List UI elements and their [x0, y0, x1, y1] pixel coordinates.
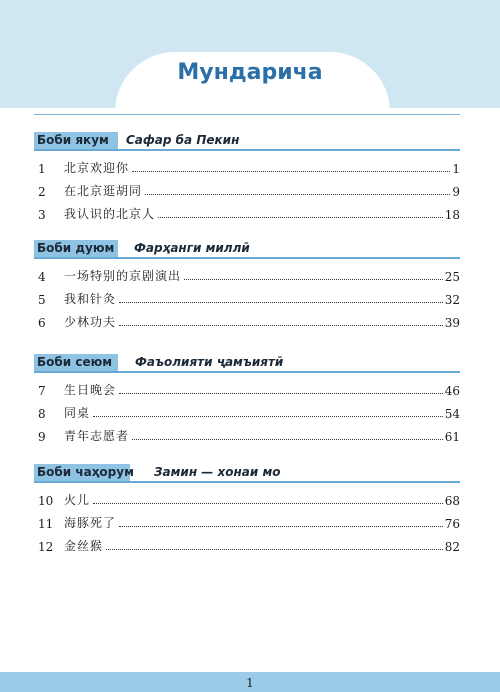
toc-entry[interactable]	[34, 176, 460, 199]
toc-entry[interactable]	[34, 398, 460, 421]
toc-entry[interactable]	[34, 153, 460, 176]
toc-entry[interactable]	[34, 508, 460, 531]
entry-title: 我认识的北京人	[64, 207, 156, 221]
entry-title: 同桌	[64, 406, 91, 420]
chapter-header	[34, 354, 460, 371]
chapter-title: Фарҳанги миллӣ	[134, 241, 250, 255]
entry-number: 1	[38, 162, 46, 176]
dot-leader	[145, 193, 450, 195]
dot-leader	[93, 415, 443, 417]
entry-number: 8	[38, 407, 46, 421]
entry-number: 12	[38, 540, 54, 554]
entry-page: 25	[444, 270, 460, 284]
chapter-label: Боби чаҳорум	[34, 464, 130, 481]
entry-number: 11	[38, 517, 54, 531]
chapter-2	[34, 240, 460, 330]
entry-page: 82	[444, 540, 460, 554]
toc-entry[interactable]	[34, 261, 460, 284]
entry-number: 2	[38, 185, 46, 199]
chapter-label: Боби сеюм	[34, 354, 118, 371]
dot-leader	[106, 548, 443, 550]
chapter-rule	[34, 481, 460, 483]
entry-title: 少林功夫	[64, 315, 117, 329]
top-divider	[34, 114, 460, 115]
entry-page: 46	[444, 384, 460, 398]
chapter-header	[34, 240, 460, 257]
entry-page: 61	[444, 430, 460, 444]
entry-page: 68	[444, 494, 460, 508]
entry-number: 6	[38, 316, 46, 330]
dot-leader	[119, 301, 443, 303]
chapter-label: Боби дуюм	[34, 240, 118, 257]
entry-title: 生日晚会	[64, 383, 117, 397]
page-number: 1	[246, 676, 254, 690]
entry-title: 我和针灸	[64, 292, 117, 306]
dot-leader	[132, 170, 450, 172]
toc-entry[interactable]	[34, 284, 460, 307]
chapter-3	[34, 354, 460, 444]
toc-entry[interactable]	[34, 307, 460, 330]
toc-entry[interactable]	[34, 485, 460, 508]
entry-title: 火儿	[64, 493, 91, 507]
chapter-4	[34, 464, 460, 554]
entry-page: 9	[452, 185, 460, 199]
entry-title: 金丝猴	[64, 539, 104, 553]
dot-leader	[132, 438, 443, 440]
entry-number: 9	[38, 430, 46, 444]
page-title: Мундарича	[177, 60, 323, 85]
chapter-1	[34, 132, 460, 222]
dot-leader	[119, 324, 443, 326]
dot-leader	[184, 278, 443, 280]
chapter-title: Замин — хонаи мо	[154, 465, 281, 479]
dot-leader	[93, 502, 443, 504]
toc-entry[interactable]	[34, 199, 460, 222]
chapter-title: Фаъолияти ҷамъиятӣ	[135, 355, 284, 369]
chapter-label: Боби якум	[34, 132, 118, 149]
toc-entry[interactable]	[34, 421, 460, 444]
toc-entry[interactable]	[34, 531, 460, 554]
chapter-rule	[34, 149, 460, 151]
entry-page: 1	[452, 162, 460, 176]
entry-page: 76	[444, 517, 460, 531]
dot-leader	[158, 216, 443, 218]
dot-leader	[119, 525, 443, 527]
entry-page: 39	[444, 316, 460, 330]
entry-title: 一场特别的京剧演出	[64, 269, 182, 283]
entry-number: 4	[38, 270, 46, 284]
entry-page: 54	[444, 407, 460, 421]
chapter-rule	[34, 257, 460, 259]
entry-page: 18	[444, 208, 460, 222]
entry-page: 32	[444, 293, 460, 307]
chapter-title: Сафар ба Пекин	[126, 133, 240, 147]
entry-title: 海豚死了	[64, 516, 117, 530]
entry-number: 5	[38, 293, 46, 307]
chapter-rule	[34, 371, 460, 373]
chapter-header	[34, 132, 460, 149]
dot-leader	[119, 392, 443, 394]
entry-number: 10	[38, 494, 54, 508]
entry-title: 青年志愿者	[64, 429, 130, 443]
entry-title: 北京欢迎你	[64, 161, 130, 175]
entry-number: 7	[38, 384, 46, 398]
chapter-header	[34, 464, 460, 481]
entry-title: 在北京逛胡同	[64, 184, 143, 198]
entry-number: 3	[38, 208, 46, 222]
toc-entry[interactable]	[34, 375, 460, 398]
